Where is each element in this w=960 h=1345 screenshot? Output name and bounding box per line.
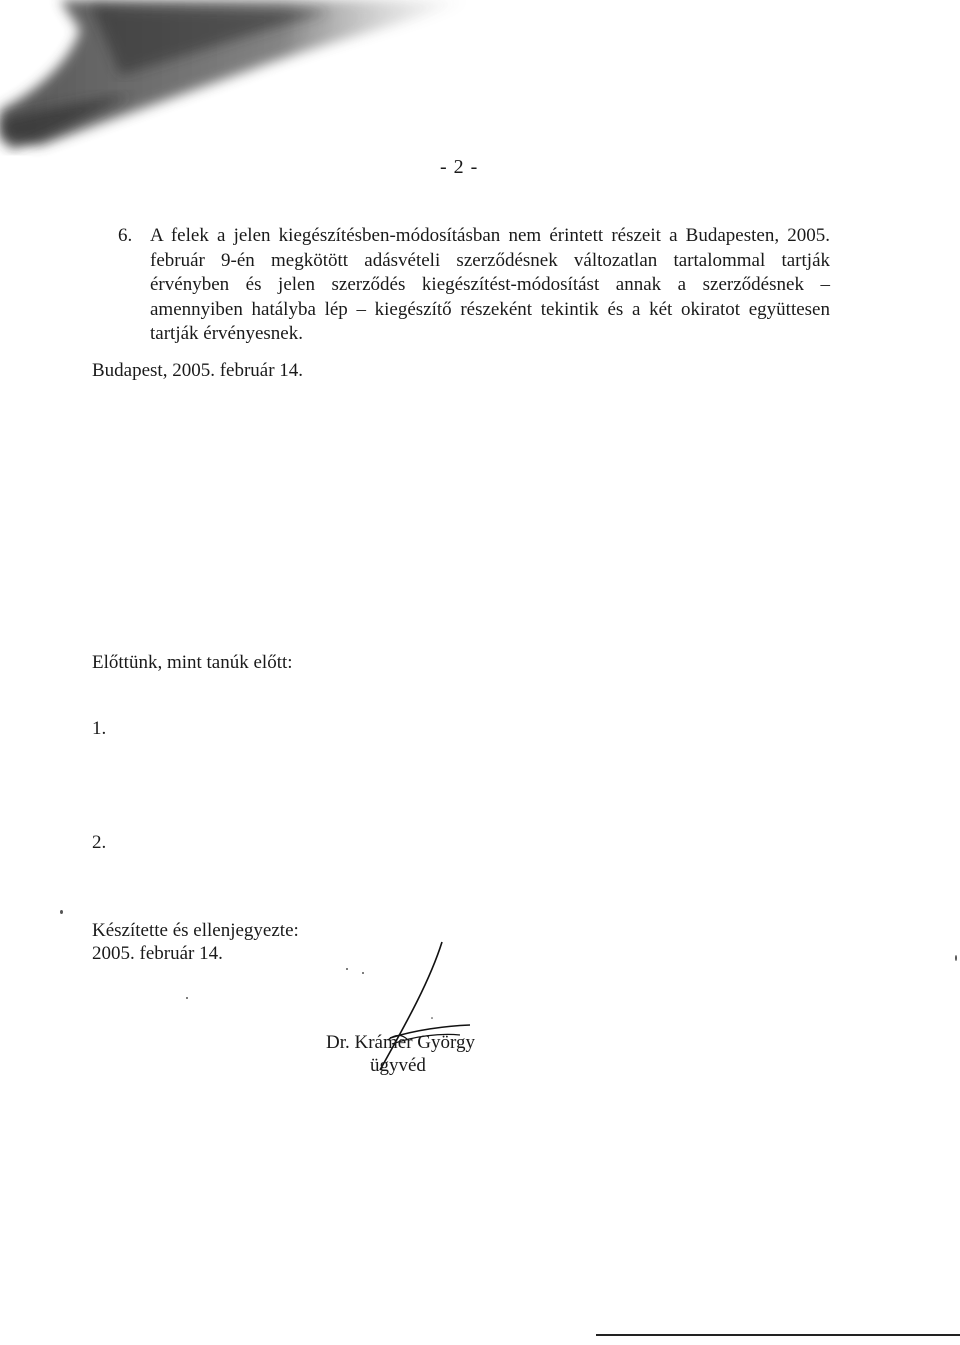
signatory-name: Dr. Krámer György <box>326 1032 475 1053</box>
scan-speck <box>186 997 188 999</box>
place-date: Budapest, 2005. február 14. <box>92 360 304 381</box>
witness-heading: Előttünk, mint tanúk előtt: <box>92 652 293 673</box>
scan-speck <box>346 968 348 970</box>
scan-speck <box>60 910 63 914</box>
witness-2: 2. <box>92 832 107 853</box>
page-number: - 2 - <box>440 156 479 178</box>
clause-text: A felek a jelen kiegészítésben-módosításban nem érintett részeit a Budapesten, 2005. február 9-én megkötött adásvételi szerződésnek változatlan tartalommal tartják érvényben és jelen szerződés kiegészítést-módosítást annak a szerződésnek – amennyiben hatályba lép – kiegészítő részeként tekintik és a két okiratot együttesen tartják érvényesnek. <box>150 225 830 345</box>
prepared-label: Készítette és ellenjegyezte: <box>92 920 299 941</box>
signatory-title: ügyvéd <box>370 1055 426 1076</box>
clause-number: 6. <box>118 225 133 246</box>
prepared-date: 2005. február 14. <box>92 943 223 964</box>
scan-smudge <box>0 0 520 170</box>
scan-speck <box>362 972 364 974</box>
clause-6 <box>118 224 830 347</box>
scan-speck <box>955 955 957 961</box>
scan-edge-line <box>596 1334 960 1336</box>
witness-1: 1. <box>92 718 107 739</box>
